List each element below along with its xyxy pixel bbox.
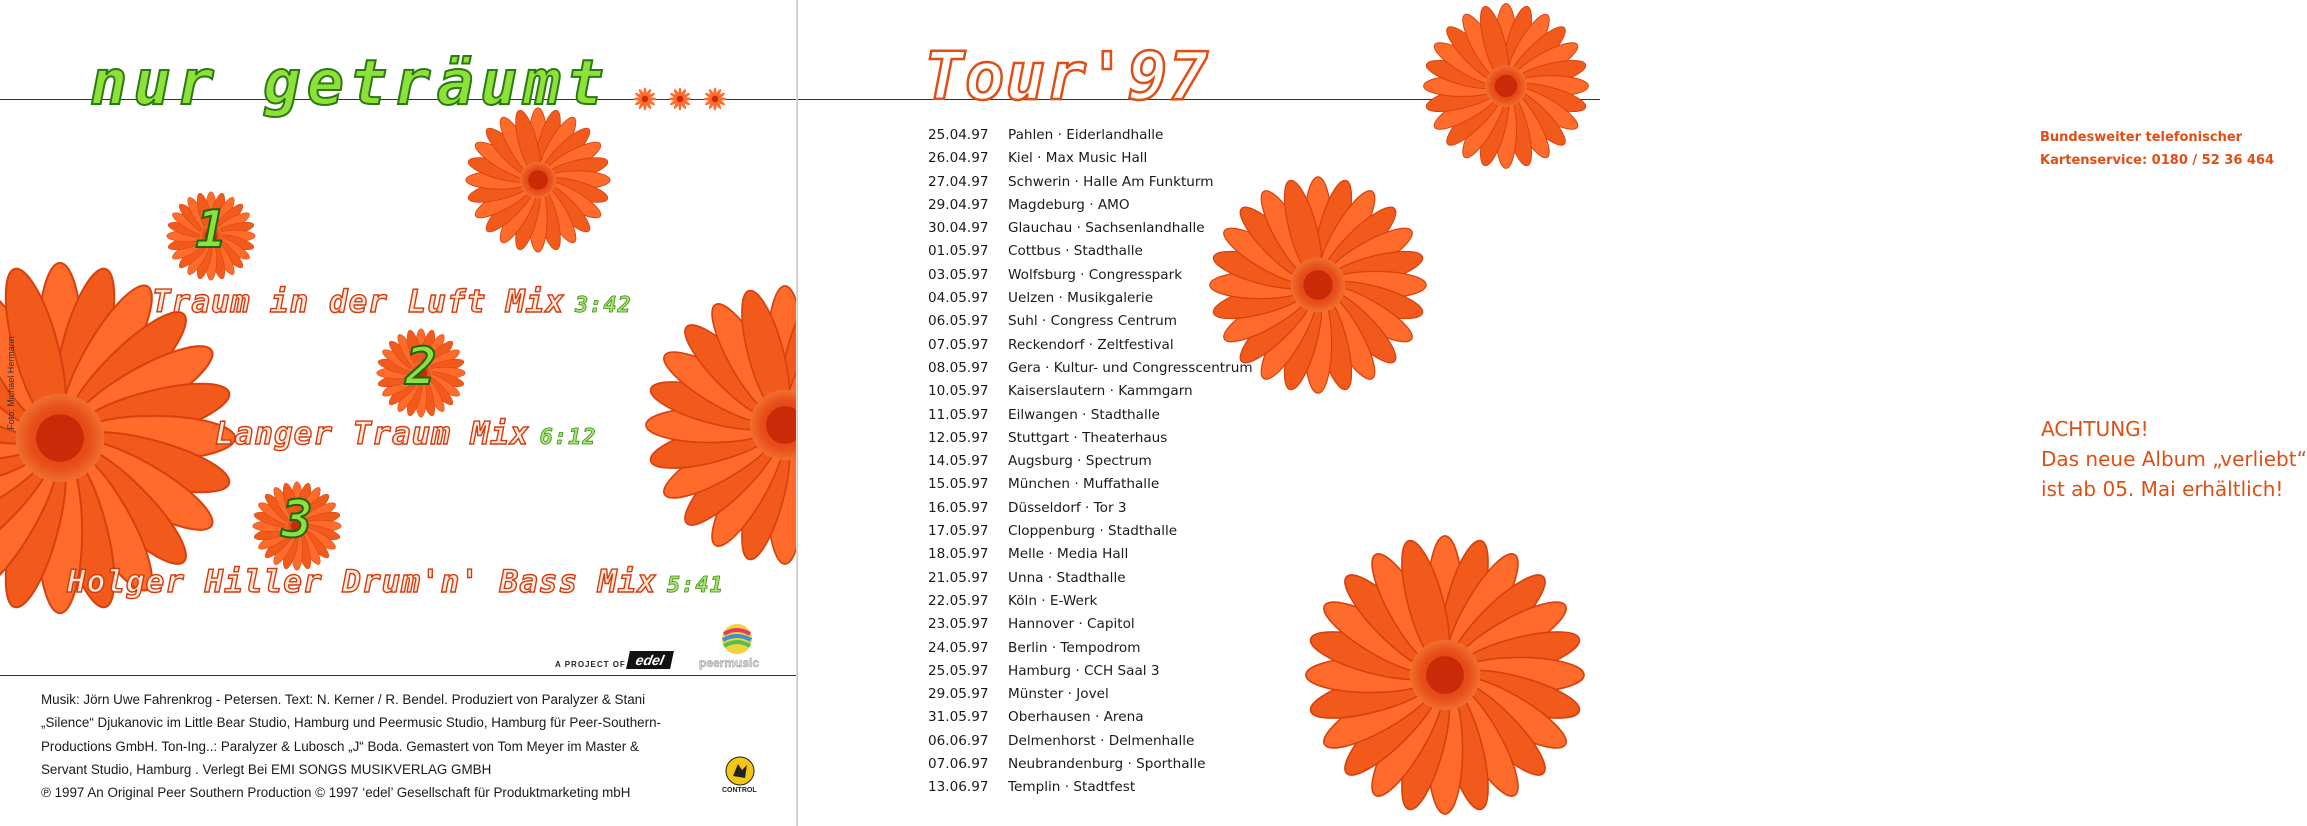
tour-venue: Cottbus · Stadthalle <box>1008 243 1143 260</box>
tour-row <box>928 287 1253 310</box>
tour-date: 16.05.97 <box>928 499 989 516</box>
tour-date: 25.05.97 <box>928 662 989 679</box>
tour-venue: Unna · Stadthalle <box>1008 569 1126 586</box>
track-3-title <box>67 564 724 600</box>
tour-row <box>928 194 1253 217</box>
edel-logo: edel <box>626 651 674 669</box>
tour-row <box>928 450 1253 473</box>
tour-venue: Magdeburg · AMO <box>1008 196 1130 213</box>
tour-row <box>928 730 1253 753</box>
credits-line: Servant Studio, Hamburg . Verlegt Bei EMI SONGS MUSIKVERLAG GMBH <box>41 761 492 777</box>
notice-line: ist ab 05. Mai erhältlich! <box>2041 477 2284 501</box>
tour-venue: Pahlen · Eiderlandhalle <box>1008 127 1164 143</box>
tour-date: 07.05.97 <box>928 336 989 353</box>
project-label: A PROJECT OF <box>555 660 626 669</box>
tour-date: 29.04.97 <box>928 196 989 213</box>
tour-date: 12.05.97 <box>928 429 989 446</box>
credits-block <box>41 688 776 804</box>
tour-date: 31.05.97 <box>928 709 989 726</box>
tour-venue: Kaiserslautern · Kammgarn <box>1008 383 1193 400</box>
tour-date: 06.05.97 <box>928 313 989 330</box>
tour-row <box>928 264 1253 287</box>
tour-row <box>928 380 1253 403</box>
ticket-line: Bundesweiter telefonischer <box>2040 130 2243 145</box>
tour-dates-list <box>928 124 1253 800</box>
album-title: nur geträumt <box>90 46 610 119</box>
tour-venue: Berlin · Tempodrom <box>1008 639 1141 656</box>
tour-row <box>928 124 1253 147</box>
tour-venue: Melle · Media Hall <box>1008 546 1129 563</box>
track-1-name: Traum in der Luft Mix <box>152 284 565 320</box>
tour-row <box>928 567 1253 590</box>
tour-venue: Reckendorf · Zeltfestival <box>1008 336 1174 353</box>
tour-date: 03.05.97 <box>928 266 989 283</box>
tour-venue: Cloppenburg · Stadthalle <box>1008 523 1178 540</box>
tour-date: 15.05.97 <box>928 476 989 493</box>
tour-row <box>928 334 1253 357</box>
tour-date: 08.05.97 <box>928 359 989 376</box>
tour-venue: Augsburg · Spectrum <box>1008 453 1152 470</box>
peermusic-wordmark: peermusic <box>699 656 760 670</box>
tour-row <box>928 217 1253 240</box>
track-1-title <box>152 284 632 320</box>
tour-venue: Glauchau · Sachsenlandhalle <box>1008 220 1205 237</box>
tour-row <box>928 240 1253 263</box>
tour-row <box>928 776 1253 799</box>
peermusic-logo-icon <box>720 622 754 656</box>
tour-row <box>928 520 1253 543</box>
tour-date: 07.06.97 <box>928 756 989 773</box>
flower-top-icon <box>468 110 608 250</box>
track-1-number: 1 <box>195 200 227 260</box>
tour-row <box>928 683 1253 706</box>
tour-venue: Delmenhorst · Delmenhalle <box>1008 732 1195 749</box>
control-logo-icon <box>725 756 755 786</box>
track-3-number: 3 <box>281 490 313 550</box>
tour-date: 23.05.97 <box>928 616 989 633</box>
tour-title: Tour'97 <box>924 38 1210 115</box>
tour-venue: Düsseldorf · Tor 3 <box>1008 499 1127 516</box>
booklet-right-panel <box>798 0 2307 826</box>
tour-venue: Stuttgart · Theaterhaus <box>1008 429 1168 446</box>
tour-date: 11.05.97 <box>928 406 989 423</box>
booklet-left-panel <box>0 0 798 826</box>
notice-line: ACHTUNG! <box>2041 417 2149 441</box>
track-3-name: Holger Hiller Drum'n' Bass Mix <box>67 564 657 600</box>
tour-venue: Uelzen · Musikgalerie <box>1008 290 1154 307</box>
tour-date: 04.05.97 <box>928 290 989 307</box>
tour-date: 18.05.97 <box>928 546 989 563</box>
tour-date: 24.05.97 <box>928 639 989 656</box>
tour-row <box>928 660 1253 683</box>
album-notice <box>2041 414 2307 504</box>
tour-row <box>928 706 1253 729</box>
track-1-duration: 3:42 <box>574 293 632 318</box>
tour-date: 17.05.97 <box>928 523 989 540</box>
tour-date: 30.04.97 <box>928 220 989 237</box>
tour-venue: Münster · Jovel <box>1008 686 1109 703</box>
tour-venue: Gera · Kultur- und Congresscentrum <box>1008 359 1253 376</box>
flower-bottom-icon <box>1310 540 1580 810</box>
tour-date: 01.05.97 <box>928 243 989 260</box>
tour-date: 10.05.97 <box>928 383 989 400</box>
tour-venue: Neubrandenburg · Sporthalle <box>1008 756 1206 773</box>
tour-date: 25.04.97 <box>928 127 989 143</box>
tour-row <box>928 310 1253 333</box>
title-dots-icon <box>632 86 728 112</box>
tour-row <box>928 357 1253 380</box>
tour-row <box>928 753 1253 776</box>
flower-corner-icon <box>1426 6 1586 166</box>
track-2-title <box>215 416 597 452</box>
tour-venue: Hannover · Capitol <box>1008 616 1135 633</box>
tour-row <box>928 404 1253 427</box>
tour-venue: Kiel · Max Music Hall <box>1008 150 1148 167</box>
tour-venue: Templin · Stadtfest <box>1008 779 1136 796</box>
tour-date: 27.04.97 <box>928 173 989 190</box>
photo-credit: Foto: Michael Hermann <box>5 336 16 430</box>
credits-line: Musik: Jörn Uwe Fahrenkrog - Petersen. Text: N. Kerner / R. Bendel. Produziert von Paralyzer & Stani <box>41 692 646 707</box>
tour-row <box>928 171 1253 194</box>
tour-row <box>928 497 1253 520</box>
tour-row <box>928 637 1253 660</box>
tour-row <box>928 147 1253 170</box>
ticket-line: Kartenservice: 0180 / 52 36 464 <box>2040 153 2275 168</box>
track-2-name: Langer Traum Mix <box>215 416 530 452</box>
tour-venue: Eilwangen · Stadthalle <box>1008 406 1160 423</box>
tour-row <box>928 543 1253 566</box>
credits-line: „Silence“ Djukanovic im Little Bear Studio, Hamburg und Peermusic Studio, Hamburg für Peer-Southern- <box>41 715 661 731</box>
tour-row <box>928 613 1253 636</box>
tour-venue: Oberhausen · Arena <box>1008 709 1144 726</box>
tour-venue: Suhl · Congress Centrum <box>1008 313 1178 330</box>
tour-date: 14.05.97 <box>928 453 989 470</box>
tour-date: 22.05.97 <box>928 592 989 609</box>
ticket-service <box>2040 126 2274 172</box>
tour-row <box>928 473 1253 496</box>
credits-rule <box>0 675 798 676</box>
track-3-duration: 5:41 <box>666 573 724 598</box>
credits-line: Productions GmbH. Ton-Ing..: Paralyzer & Lubosch „J“ Boda. Gemastert von Tom Meyer im Master & <box>41 738 639 754</box>
tour-date: 13.06.97 <box>928 779 989 796</box>
tour-date: 29.05.97 <box>928 686 989 703</box>
tour-venue: Köln · E-Werk <box>1008 592 1098 609</box>
tour-venue: Hamburg · CCH Saal 3 <box>1008 662 1160 679</box>
notice-line: Das neue Album „verliebt“ <box>2041 447 2307 471</box>
track-2-number: 2 <box>405 337 437 397</box>
tour-row <box>928 590 1253 613</box>
track-2-duration: 6:12 <box>539 425 597 450</box>
tour-date: 06.06.97 <box>928 732 989 749</box>
tour-venue: Wolfsburg · Congresspark <box>1008 266 1183 283</box>
control-wordmark: CONTROL <box>722 787 757 794</box>
tour-venue: Schwerin · Halle Am Funkturm <box>1008 173 1214 190</box>
tour-date: 21.05.97 <box>928 569 989 586</box>
credits-line: ℗ 1997 An Original Peer Southern Production © 1997 ‘edel’ Gesellschaft für Produktmarketing mbH <box>41 785 631 801</box>
tour-date: 26.04.97 <box>928 150 989 167</box>
tour-row <box>928 427 1253 450</box>
tour-venue: München · Muffathalle <box>1008 476 1160 493</box>
